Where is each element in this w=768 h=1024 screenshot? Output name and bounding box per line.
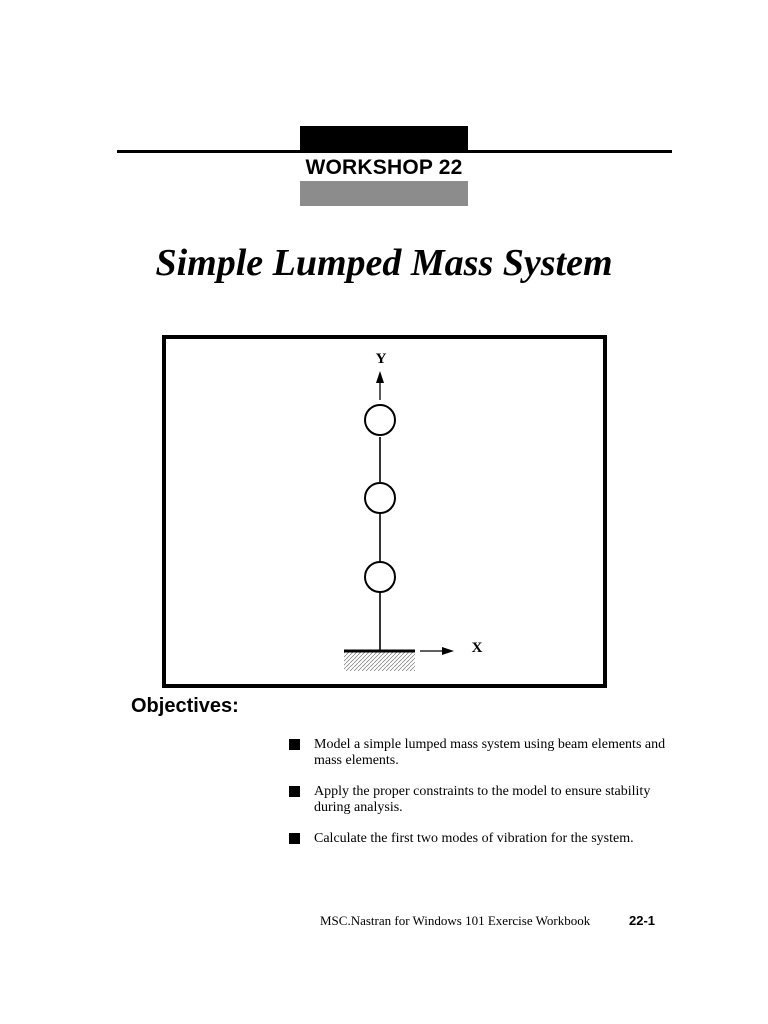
- objective-text: Apply the proper constraints to the model to ensure stability during analysis.: [314, 784, 651, 815]
- objective-text: Calculate the first two modes of vibration for the system.: [314, 831, 634, 846]
- mass-element-bottom: [365, 562, 395, 592]
- lumped-mass-figure: [162, 335, 608, 689]
- square-bullet-icon: [289, 786, 300, 797]
- mass-element-top: [365, 405, 395, 435]
- objectives-heading: Objectives:: [131, 695, 239, 717]
- objective-text: Model a simple lumped mass system using beam elements and mass elements.: [314, 737, 666, 768]
- square-bullet-icon: [289, 833, 300, 844]
- y-axis-label: Y: [375, 351, 387, 367]
- objective-item: [288, 784, 668, 816]
- header-gray-tab: [300, 181, 468, 206]
- workshop-label: WORKSHOP 22: [305, 156, 463, 179]
- objective-item: [288, 831, 668, 847]
- square-bullet-icon: [289, 739, 300, 750]
- footer-workbook-title: MSC.Nastran for Windows 101 Exercise Workbook: [320, 913, 591, 928]
- mass-element-middle: [365, 483, 395, 513]
- header-rule: [117, 150, 672, 153]
- footer-page-number: 22-1: [629, 913, 656, 928]
- objectives-list: [288, 737, 668, 862]
- x-axis-label: X: [471, 640, 483, 656]
- page-title: Simple Lumped Mass System: [155, 242, 613, 284]
- ground-hatch: [344, 652, 415, 671]
- objective-item: [288, 737, 668, 769]
- header-black-tab: [300, 126, 468, 152]
